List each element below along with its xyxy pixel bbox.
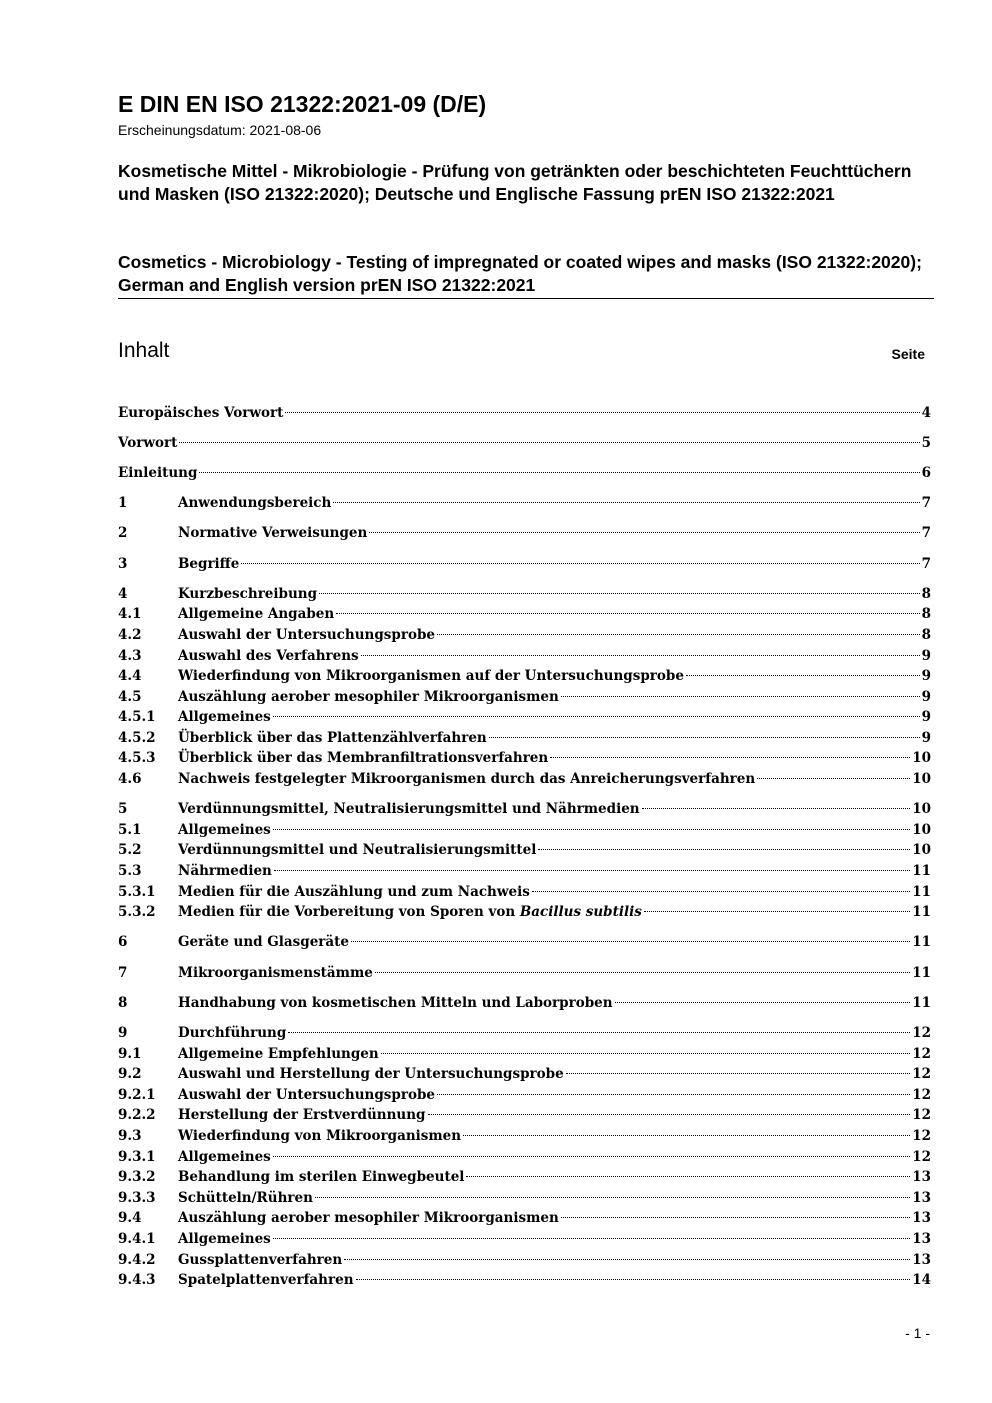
toc-entry-number: 4.1 bbox=[118, 606, 142, 623]
toc-dot-leader bbox=[351, 926, 910, 947]
toc-dot-leader bbox=[566, 1058, 911, 1079]
toc-entry-number: 4.5.3 bbox=[118, 750, 156, 767]
toc-entry-title bbox=[178, 1229, 271, 1250]
toc-dot-leader bbox=[361, 639, 920, 660]
toc-dot-leader bbox=[381, 1037, 911, 1058]
toc-entry-number: 9.4.3 bbox=[118, 1272, 156, 1289]
toc-dot-leader bbox=[344, 1243, 910, 1264]
toc-entry-page: 10 bbox=[912, 750, 931, 767]
toc-dot-leader bbox=[356, 1264, 911, 1285]
toc-entry-page: 7 bbox=[921, 525, 931, 542]
toc-entry-title-text: Spatelplattenverfahren bbox=[178, 1272, 354, 1289]
toc-entry-title bbox=[178, 493, 331, 514]
toc-entry-title-text: Anwendungsbereich bbox=[178, 495, 332, 512]
toc-entry-page: 14 bbox=[912, 1272, 931, 1289]
toc-dot-leader bbox=[273, 813, 910, 834]
toc-entry-title-text: Medien für die Vorbereitung von Sporen von bbox=[178, 904, 516, 921]
toc-entry-page: 8 bbox=[921, 626, 931, 643]
toc-entry-page: 11 bbox=[912, 904, 931, 921]
toc-entry-title-text: Vorwort bbox=[118, 434, 178, 451]
toc-entry-title-text: Kurzbeschreibung bbox=[178, 585, 318, 602]
page-number: - 1 - bbox=[905, 1325, 930, 1341]
toc-dot-leader bbox=[686, 660, 920, 681]
toc-entry-page: 12 bbox=[912, 1024, 931, 1041]
toc-entry-page: 7 bbox=[921, 555, 931, 572]
toc-entry-number: 9.3.1 bbox=[118, 1148, 156, 1165]
toc-entry-page: 11 bbox=[912, 994, 931, 1011]
toc-entry-number: 9.1 bbox=[118, 1045, 142, 1062]
toc-entry-title-text: Auszählung aerober mesophiler Mikroorganismen bbox=[178, 688, 559, 705]
toc-dot-leader bbox=[315, 1181, 910, 1202]
toc-entry[interactable] bbox=[118, 456, 931, 481]
toc-entry-title bbox=[118, 433, 177, 454]
toc-entry-page: 11 bbox=[912, 964, 931, 981]
toc-dot-leader bbox=[489, 721, 920, 742]
toc-entry-title-text: Allgemeines bbox=[178, 821, 271, 838]
toc-entry-page: 6 bbox=[921, 464, 931, 481]
toc-dot-leader bbox=[369, 517, 919, 538]
toc-dot-leader bbox=[319, 577, 920, 598]
toc-entry[interactable] bbox=[118, 396, 931, 421]
toc-entry-page: 13 bbox=[912, 1251, 931, 1268]
toc-entry-number: 4.5.2 bbox=[118, 729, 156, 746]
toc-dot-leader bbox=[644, 896, 910, 917]
toc-dot-leader bbox=[642, 793, 911, 814]
toc-entry-page: 8 bbox=[921, 585, 931, 602]
toc-entry-number: 6 bbox=[118, 934, 128, 951]
toc-entry-title bbox=[178, 1023, 286, 1044]
toc-entry-title bbox=[178, 1250, 342, 1271]
toc-entry-title-text: Einleitung bbox=[118, 464, 198, 481]
toc-entry-title bbox=[178, 1044, 379, 1065]
toc-dot-leader bbox=[550, 742, 910, 763]
toc-dot-leader bbox=[538, 834, 910, 855]
toc-entry-number: 9.2 bbox=[118, 1066, 142, 1083]
toc-entry-title-text: Wiederfindung von Mikroorganismen auf der Untersuchungsprobe bbox=[178, 668, 684, 685]
toc-entry-page: 11 bbox=[912, 863, 931, 880]
toc-entry-title bbox=[178, 748, 548, 769]
toc-entry-page: 12 bbox=[912, 1086, 931, 1103]
toc-entry-page: 5 bbox=[921, 434, 931, 451]
toc-entry-title-text: Normative Verweisungen bbox=[178, 525, 368, 542]
toc-entry-title bbox=[178, 604, 334, 625]
toc-entry-number: 8 bbox=[118, 994, 128, 1011]
toc-entry-page: 12 bbox=[912, 1148, 931, 1165]
toc-entry-title-text: Medien für die Auszählung und zum Nachweis bbox=[178, 883, 530, 900]
toc-entry-page: 10 bbox=[912, 842, 931, 859]
toc-entry-page: 13 bbox=[912, 1169, 931, 1186]
toc-entry-page: 12 bbox=[912, 1127, 931, 1144]
toc-entry-title-text: Europäisches Vorwort bbox=[118, 404, 284, 421]
toc-entry-number: 4.6 bbox=[118, 771, 142, 788]
toc-dot-leader bbox=[273, 1140, 910, 1161]
toc-entry-title-text: Nachweis festgelegter Mikroorganismen durch das Anreicherungsverfahren bbox=[178, 771, 756, 788]
toc-entry[interactable] bbox=[118, 793, 931, 818]
toc-entry-number: 9.3.2 bbox=[118, 1169, 156, 1186]
toc-entry[interactable] bbox=[118, 986, 931, 1011]
toc-dot-leader bbox=[273, 1222, 910, 1243]
document-id: E DIN EN ISO 21322:2021-09 (D/E) bbox=[118, 91, 487, 117]
toc-entry-number: 9.2.1 bbox=[118, 1086, 156, 1103]
toc-dot-leader bbox=[466, 1161, 910, 1182]
toc-entry-number: 4.5.1 bbox=[118, 709, 156, 726]
toc-dot-leader bbox=[375, 956, 910, 977]
toc-entry-number: 9.2.2 bbox=[118, 1107, 156, 1124]
toc-entry-page: 10 bbox=[912, 801, 931, 818]
toc-entry-number: 9.4 bbox=[118, 1210, 142, 1227]
toc-entry-page: 12 bbox=[912, 1045, 931, 1062]
toc-entry[interactable] bbox=[118, 956, 931, 981]
toc-entry-page: 9 bbox=[921, 709, 931, 726]
toc-dot-leader bbox=[336, 598, 919, 619]
toc-entry-number: 5.1 bbox=[118, 821, 142, 838]
toc-entry[interactable] bbox=[118, 577, 931, 602]
toc-entry-title-text: Überblick über das Plattenzählverfahren bbox=[178, 729, 487, 746]
toc-entry-title-text: Allgemeine Angaben bbox=[178, 606, 335, 623]
toc-entry[interactable] bbox=[118, 926, 931, 951]
toc-entry-page: 10 bbox=[912, 821, 931, 838]
toc-entry-title bbox=[178, 820, 271, 841]
publication-date: Erscheinungsdatum: 2021-08-06 bbox=[118, 122, 322, 138]
toc-entry-number: 9.4.1 bbox=[118, 1230, 156, 1247]
toc-entry-title bbox=[178, 707, 271, 728]
toc-entry-title-text: Auswahl der Untersuchungsprobe bbox=[178, 626, 435, 643]
toc-entry-title-text: Begriffe bbox=[178, 555, 240, 572]
toc-dot-leader bbox=[274, 854, 910, 875]
toc-entry-page: 8 bbox=[921, 606, 931, 623]
toc-entry[interactable] bbox=[118, 1016, 931, 1041]
toc-dot-leader bbox=[288, 1016, 910, 1037]
toc-entry-number: 4.5 bbox=[118, 688, 142, 705]
toc-entry[interactable] bbox=[118, 517, 931, 542]
toc-entry-title-text: Allgemeines bbox=[178, 709, 271, 726]
table-of-contents bbox=[118, 396, 931, 1289]
toc-entry-title-text: Auswahl und Herstellung der Untersuchungsprobe bbox=[178, 1066, 564, 1083]
toc-entry-title-text: Überblick über das Membranfiltrationsverfahren bbox=[178, 750, 549, 767]
toc-entry-title bbox=[178, 882, 530, 903]
toc-page-column-header: Seite bbox=[891, 346, 925, 362]
toc-dot-leader bbox=[428, 1099, 911, 1120]
toc-entry-title-text: Allgemeine Empfehlungen bbox=[178, 1045, 379, 1062]
toc-dot-leader bbox=[285, 396, 919, 417]
toc-entry-page: 13 bbox=[912, 1230, 931, 1247]
toc-entry-title-text: Herstellung der Erstverdünnung bbox=[178, 1107, 426, 1124]
toc-entry-page: 7 bbox=[921, 495, 931, 512]
toc-entry[interactable] bbox=[118, 487, 931, 512]
toc-entry-title-text: Verdünnungsmittel, Neutralisierungsmittel und Nährmedien bbox=[178, 801, 640, 818]
toc-entry-number: 4.4 bbox=[118, 668, 142, 685]
toc-entry-page: 11 bbox=[912, 934, 931, 951]
toc-entry-number: 9.3.3 bbox=[118, 1189, 156, 1206]
toc-entry-page: 13 bbox=[912, 1189, 931, 1206]
toc-dot-leader bbox=[463, 1119, 910, 1140]
toc-entry-number: 5.3.2 bbox=[118, 904, 156, 921]
toc-dot-leader bbox=[333, 487, 919, 508]
toc-entry-number: 4.3 bbox=[118, 647, 142, 664]
toc-entry-title-text: Handhabung von kosmetischen Mitteln und Laborproben bbox=[178, 994, 613, 1011]
toc-dot-leader bbox=[532, 875, 910, 896]
toc-entry-number: 5.3 bbox=[118, 863, 142, 880]
toc-entry-page: 9 bbox=[921, 668, 931, 685]
toc-entry-page: 9 bbox=[921, 647, 931, 664]
toc-entry-title-text: Durchführung bbox=[178, 1024, 287, 1041]
toc-entry-number: 9.3 bbox=[118, 1127, 142, 1144]
toc-entry-title bbox=[178, 728, 487, 749]
toc-dot-leader bbox=[437, 618, 920, 639]
toc-entry-title-text: Auswahl des Verfahrens bbox=[178, 647, 359, 664]
toc-dot-leader bbox=[437, 1078, 910, 1099]
toc-entry-title-italic: Bacillus subtilis bbox=[519, 904, 642, 921]
toc-entry-title-text: Auszählung aerober mesophiler Mikroorganismen bbox=[178, 1210, 559, 1227]
toc-entry-title bbox=[178, 769, 755, 790]
toc-entry-title bbox=[178, 1188, 313, 1209]
toc-entry-title-text: Mikroorganismenstämme bbox=[178, 964, 373, 981]
header-rule bbox=[118, 298, 934, 299]
toc-entry-title bbox=[178, 1270, 354, 1291]
toc-entry-title-text: Behandlung im sterilen Einwegbeutel bbox=[178, 1169, 465, 1186]
toc-entry-title bbox=[178, 861, 272, 882]
title-german: Kosmetische Mittel - Mikrobiologie - Prüfung von getränkten oder beschichteten Feuchttüchern und Masken (ISO 21322:2020); Deutsche und Englische Fassung prEN ISO 21322:2021 bbox=[118, 161, 912, 204]
toc-entry-page: 12 bbox=[912, 1107, 931, 1124]
toc-entry-page: 11 bbox=[912, 883, 931, 900]
toc-entry-title bbox=[178, 1147, 271, 1168]
toc-entry-number: 1 bbox=[118, 495, 128, 512]
toc-entry-title-text: Gussplattenverfahren bbox=[178, 1251, 343, 1268]
toc-dot-leader bbox=[273, 701, 920, 722]
toc-dot-leader bbox=[561, 1202, 910, 1223]
toc-entry-title-text: Geräte und Glasgeräte bbox=[178, 934, 349, 951]
toc-entry-title-text: Schütteln/Rühren bbox=[178, 1189, 313, 1206]
toc-entry-title bbox=[118, 403, 283, 424]
toc-entry-title bbox=[178, 554, 239, 575]
toc-entry-page: 13 bbox=[912, 1210, 931, 1227]
toc-entry-page: 9 bbox=[921, 688, 931, 705]
toc-dot-leader bbox=[615, 986, 911, 1007]
toc-entry-title bbox=[178, 932, 349, 953]
toc-entry-title bbox=[178, 1105, 426, 1126]
toc-entry-title-text: Verdünnungsmittel und Neutralisierungsmittel bbox=[178, 842, 537, 859]
toc-dot-leader bbox=[241, 547, 919, 568]
toc-entry-page: 10 bbox=[912, 771, 931, 788]
toc-entry-number: 5.3.1 bbox=[118, 883, 156, 900]
toc-dot-leader bbox=[179, 426, 919, 447]
toc-entry-page: 9 bbox=[921, 729, 931, 746]
toc-dot-leader bbox=[757, 762, 910, 783]
toc-entry-number: 9.4.2 bbox=[118, 1251, 156, 1268]
toc-entry-number: 5.2 bbox=[118, 842, 142, 859]
toc-title: Inhalt bbox=[118, 339, 170, 362]
toc-entry-number: 4 bbox=[118, 585, 128, 602]
title-english: Cosmetics - Microbiology - Testing of impregnated or coated wipes and masks (ISO 21322:2020); German and English version prEN ISO 21322:2021 bbox=[118, 252, 922, 295]
toc-entry-title-text: Wiederfindung von Mikroorganismen bbox=[178, 1127, 462, 1144]
toc-entry-title-text: Allgemeines bbox=[178, 1230, 271, 1247]
toc-entry[interactable] bbox=[118, 426, 931, 451]
toc-entry-title-text: Allgemeines bbox=[178, 1148, 271, 1165]
toc-entry-page: 4 bbox=[921, 404, 931, 421]
toc-entry-number: 2 bbox=[118, 525, 128, 542]
toc-dot-leader bbox=[199, 456, 919, 477]
toc-entry-title bbox=[178, 1085, 435, 1106]
toc-entry-title bbox=[118, 463, 197, 484]
toc-entry-title bbox=[178, 584, 317, 605]
toc-entry-number: 3 bbox=[118, 555, 128, 572]
toc-dot-leader bbox=[561, 680, 920, 701]
toc-entry-title bbox=[178, 902, 642, 923]
toc-entry-title-text: Nährmedien bbox=[178, 863, 272, 880]
toc-entry-title bbox=[178, 993, 613, 1014]
toc-entry[interactable] bbox=[118, 547, 931, 572]
toc-entry-title bbox=[178, 963, 373, 984]
toc-entry-number: 9 bbox=[118, 1024, 128, 1041]
toc-entry-number: 5 bbox=[118, 801, 128, 818]
toc-entry-title-text: Auswahl der Untersuchungsprobe bbox=[178, 1086, 435, 1103]
toc-entry-number: 7 bbox=[118, 964, 128, 981]
toc-entry-number: 4.2 bbox=[118, 626, 142, 643]
toc-entry-page: 12 bbox=[912, 1066, 931, 1083]
toc-entry-title bbox=[178, 646, 359, 667]
toc-entry-title bbox=[178, 523, 367, 544]
